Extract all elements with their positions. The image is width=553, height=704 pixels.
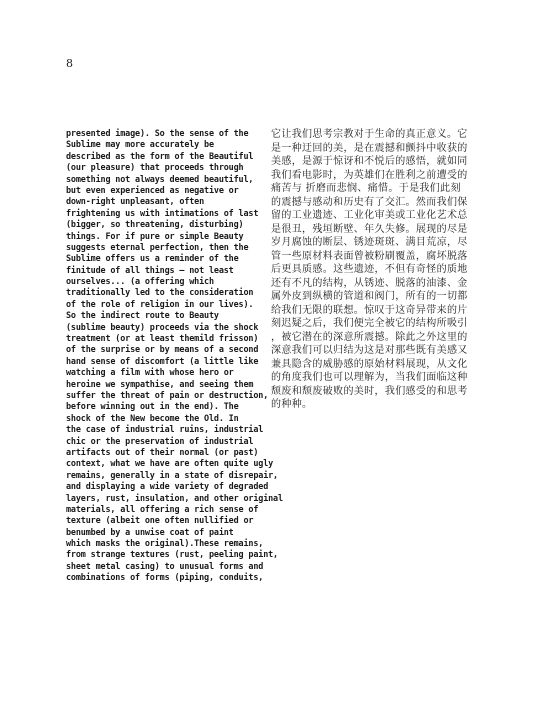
english-text-line: artifacts out of their normal (or past) — [66, 446, 259, 457]
english-text-column — [66, 128, 283, 584]
chinese-text-line: 颓废和颓废破败的美时，我们感受的和思考 — [271, 385, 468, 397]
chinese-text-line: 是很丑，残垣断壁、年久失修。展现的尽是 — [271, 223, 468, 235]
chinese-text-line: 它让我们思考宗教对于生命的真正意义。它 — [271, 129, 468, 140]
english-text-line: down-right unpleasant, often — [66, 196, 205, 207]
chinese-text-line: 痛苦与 折磨而悲悯、痛惜。于是我们此刻 — [271, 183, 461, 194]
english-text-line: shock of the New become the Old. In — [66, 412, 239, 423]
english-text-line: before winning out in the end). The — [66, 401, 239, 412]
english-text-line: the case of industrial ruins, industrial — [66, 424, 264, 435]
chinese-text-line: 深意我们可以归结为这是对那些既有美感又 — [271, 345, 468, 356]
english-text-line: (sublime beauty) proceeds via the shock — [66, 321, 259, 332]
english-text-line: finitude of all things – not least — [66, 264, 234, 275]
english-text-line: frightening us with intimations of last — [66, 207, 259, 218]
english-text-line: treatment (or at least themild frisson) — [66, 333, 259, 344]
english-text-line: watching a film with whose hero or — [66, 367, 234, 378]
english-text-line: materials, all offering a rich sense of — [66, 503, 259, 514]
chinese-text-line: 属外皮到纵横的管道和阀门，所有的一切都 — [271, 291, 468, 302]
chinese-text-line: 还有不凡的结构，从锈迹、脱落的油漆、金 — [271, 277, 468, 289]
english-text-line: (bigger, so threatening, disturbing) — [66, 219, 244, 230]
english-text-line: but even experienced as negative or — [66, 184, 239, 195]
english-text-line: which masks the original).These remains, — [66, 538, 264, 549]
english-text-line: chic or the preservation of industrial — [66, 435, 254, 446]
chinese-text-line: ，被它潜在的深意所震撼。除此之外这里的 — [271, 331, 468, 343]
english-text-line: Sublime offers us a reminder of the — [66, 253, 239, 264]
chinese-text-line: 的角度我们也可以理解为，当我们面临这种 — [271, 372, 468, 383]
page-number: 8 — [66, 57, 73, 70]
english-text-line: from strange textures (rust, peeling paint, — [66, 549, 278, 560]
english-text-line: layers, rust, insulation, and other original — [66, 492, 283, 503]
english-text-line: combinations of forms (piping, conduits, — [66, 572, 264, 583]
english-text-line: traditionally led to the consideration — [66, 287, 254, 298]
chinese-text-line: 岁月腐蚀的断层、锈迹斑斑、满目荒凉，尽 — [271, 237, 468, 248]
english-text-line: and displaying a wide variety of degraded — [66, 481, 269, 492]
english-text-line: suffer the threat of pain or destruction, — [66, 389, 269, 400]
chinese-text-line: 兼具隐含的威胁感的原始材料展现，从文化 — [271, 358, 468, 370]
english-text-line: Sublime may more accurately be — [66, 139, 214, 150]
chinese-text-line: 美感，是源于惊讶和不悦后的感悟，就如同 — [271, 156, 468, 167]
english-text-line: suggests eternal perfection, then the — [66, 241, 249, 252]
english-text-line: context, what we have are often quite ugly — [66, 458, 274, 469]
english-text-line: hand sense of discomfort (a little like — [66, 355, 259, 366]
chinese-text-line: 是一种迂回的美，是在震撼和颤抖中收获的 — [271, 142, 468, 154]
chinese-text-line: 管一些原材料表面曾被粉刷覆盖，腐坏脱落 — [271, 250, 468, 262]
english-text-line: heroine we sympathise, and seeing them — [66, 378, 254, 389]
english-text-line: sheet metal casing) to unusual forms and — [66, 560, 264, 571]
english-text-line: ourselves... (a offering which — [66, 276, 214, 287]
chinese-text-line: 给我们无限的联想。惊叹于这奇异带来的片 — [271, 304, 468, 316]
english-text-line: of the surprise or by means of a second — [66, 344, 259, 355]
chinese-text-column — [271, 128, 483, 412]
english-text-line: things. For if pure or simple Beauty — [66, 230, 244, 241]
chinese-text-line: 的震撼与感动和历史有了交汇。然而我们保 — [271, 196, 468, 208]
english-text-line: (our pleasure) that proceeds through — [66, 162, 244, 173]
chinese-text-line: 我们看电影时，为英雄们在胜利之前遭受的 — [271, 169, 468, 181]
english-text-line: presented image). So the sense of the — [66, 128, 249, 138]
english-text-line: described as the form of the Beautiful — [66, 150, 254, 161]
english-text-line: of the role of religion in our lives). — [66, 298, 254, 309]
english-text-line: texture (albeit one often nullified or — [66, 515, 254, 526]
english-text-line: something not always deemed beautiful, — [66, 173, 254, 184]
english-text-line: remains, generally in a state of disrepair, — [66, 469, 278, 480]
chinese-text-line: 刻迟疑之后，我们便完全被它的结构所吸引 — [271, 318, 468, 329]
english-text-line: benumbed by a unwise coat of paint — [66, 526, 234, 537]
chinese-text-line: 留的工业遗迹、工业化审美或工业化艺术总 — [271, 210, 468, 221]
english-text-line: So the indirect route to Beauty — [66, 310, 219, 321]
chinese-text-line: 的种种。 — [271, 399, 313, 410]
chinese-text-line: 后更具质感。这些遗迹，不但有奇怪的质地 — [271, 264, 468, 275]
